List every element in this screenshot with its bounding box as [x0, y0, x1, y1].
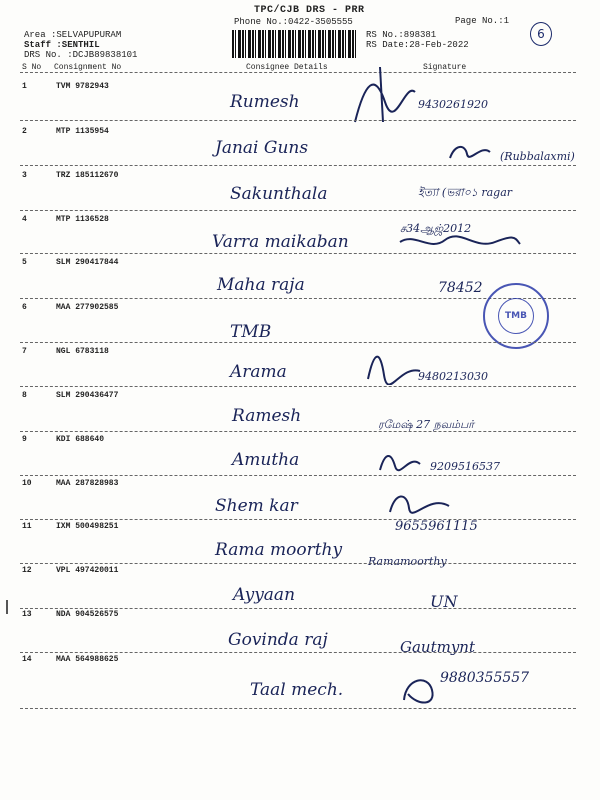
row-3-signature: ইত্যা (ভরা০১ ragar	[418, 186, 513, 199]
row-9-signature-scribble	[375, 448, 425, 476]
row-3-consignee: Sakunthala	[230, 184, 328, 204]
sheet-title: TPC/CJB DRS - PRR	[254, 5, 365, 16]
row-5-signature: 78452	[438, 280, 483, 296]
row-10-divider	[20, 519, 576, 520]
row-14-signature-scribble	[398, 670, 442, 710]
row-1-divider	[20, 120, 576, 121]
row-8-consignee: Ramesh	[232, 406, 302, 426]
row-2-divider	[20, 165, 576, 166]
row-12-consignment: VPL 497420011	[56, 566, 119, 575]
row-7-consignment: NGL 6783118	[56, 347, 109, 356]
row-4-signature-scribble	[395, 230, 525, 254]
row-6-divider	[20, 342, 576, 343]
row-10-signature-scribble	[385, 488, 455, 518]
row-9-consignee: Amutha	[232, 450, 300, 470]
row-9-consignment: KDI 688640	[56, 435, 105, 444]
row-4-consignment: MTP 1136528	[56, 215, 109, 224]
row-10-signature: 9655961115	[395, 519, 478, 534]
row-10-sno: 10	[22, 479, 32, 488]
margin-mark	[6, 600, 8, 614]
header-divider	[20, 72, 576, 73]
row-13-consignee: Govinda raj	[228, 630, 328, 650]
row-3-sno: 3	[22, 171, 27, 180]
row-4-signature: ச34ஆஜ்2012	[400, 222, 472, 235]
row-2-signature-scribble	[445, 140, 495, 164]
row-8-sno: 8	[22, 391, 27, 400]
stamp-text: TMB	[498, 298, 534, 334]
row-14-sno: 14	[22, 655, 32, 664]
row-13-sno: 13	[22, 610, 32, 619]
row-10-consignee: Shem kar	[215, 496, 298, 516]
page-number: Page No.:1	[455, 16, 510, 26]
row-3-consignment: TRZ 185112670	[56, 171, 119, 180]
area-label: Area :SELVAPUPURAM	[24, 30, 122, 40]
row-3-divider	[20, 210, 576, 211]
row-1-signature: 9430261920	[418, 98, 488, 111]
row-1-sno: 1	[22, 82, 27, 91]
rs-date: RS Date:28-Feb-2022	[366, 40, 469, 50]
row-2-signature: (Rubbalaxmi)	[500, 150, 575, 163]
barcode-image	[232, 30, 356, 58]
row-7-consignee: Arama	[230, 362, 287, 382]
row-8-divider	[20, 431, 576, 432]
column-consignee: Consignee Details	[246, 63, 328, 72]
staff-label: Staff :SENTHIL	[24, 40, 100, 50]
row-11-signature: Ramamoorthy	[368, 555, 447, 568]
row-8-consignment: SLM 290436477	[56, 391, 119, 400]
row-11-sno: 11	[22, 522, 32, 531]
column-consignment: Consignment No	[54, 63, 122, 72]
row-9-divider	[20, 475, 576, 476]
circled-sheet-number: 6	[530, 22, 552, 46]
row-6-consignee: TMB	[230, 322, 272, 342]
row-2-consignment: MTP 1135954	[56, 127, 109, 136]
row-12-divider	[20, 608, 576, 609]
row-4-consignee: Varra maikaban	[212, 232, 349, 252]
row-12-signature: UN	[430, 592, 458, 611]
row-5-consignment: SLM 290417844	[56, 258, 119, 267]
row-1-consignment: TVM 9782943	[56, 82, 109, 91]
row-7-sno: 7	[22, 347, 27, 356]
row-11-consignment: IXM 500498251	[56, 522, 119, 531]
row-1-signature-scribble	[345, 62, 425, 132]
rs-number: RS No.:898381	[366, 30, 437, 40]
row-14-consignment: MAA 564988625	[56, 655, 119, 664]
row-9-sno: 9	[22, 435, 27, 444]
row-5-sno: 5	[22, 258, 27, 267]
row-5-consignee: Maha raja	[217, 275, 305, 295]
row-13-consignment: NDA 904526575	[56, 610, 119, 619]
row-8-signature: ரமேஷ் 27 நவம்பர்	[378, 418, 475, 431]
row-2-sno: 2	[22, 127, 27, 136]
row-6-sno: 6	[22, 303, 27, 312]
row-12-consignee: Ayyaan	[233, 585, 296, 605]
row-1-consignee: Rumesh	[230, 92, 300, 112]
row-7-divider	[20, 386, 576, 387]
row-13-signature: Gautmynt	[400, 638, 475, 656]
row-11-divider	[20, 563, 576, 564]
row-14-divider	[20, 708, 576, 709]
row-10-consignment: MAA 287828983	[56, 479, 119, 488]
row-7-signature-scribble	[360, 345, 430, 385]
row-13-divider	[20, 652, 576, 653]
row-12-sno: 12	[22, 566, 32, 575]
drs-number: DRS No. :DCJB89838101	[24, 50, 138, 60]
row-7-signature: 9480213030	[418, 370, 488, 383]
row-4-sno: 4	[22, 215, 27, 224]
row-9-signature: 9209516537	[430, 460, 500, 473]
column-signature: Signature	[423, 63, 467, 72]
row-2-consignee: Janai Guns	[215, 138, 309, 158]
row-14-consignee: Taal mech.	[250, 680, 344, 700]
bank-stamp	[483, 283, 549, 349]
row-6-consignment: MAA 277902585	[56, 303, 119, 312]
row-4-divider	[20, 253, 576, 254]
column-sno: S No	[22, 63, 42, 72]
row-14-signature: 9880355557	[440, 670, 530, 686]
phone-number: Phone No.:0422-3505555	[234, 17, 353, 27]
row-11-consignee: Rama moorthy	[215, 540, 343, 560]
